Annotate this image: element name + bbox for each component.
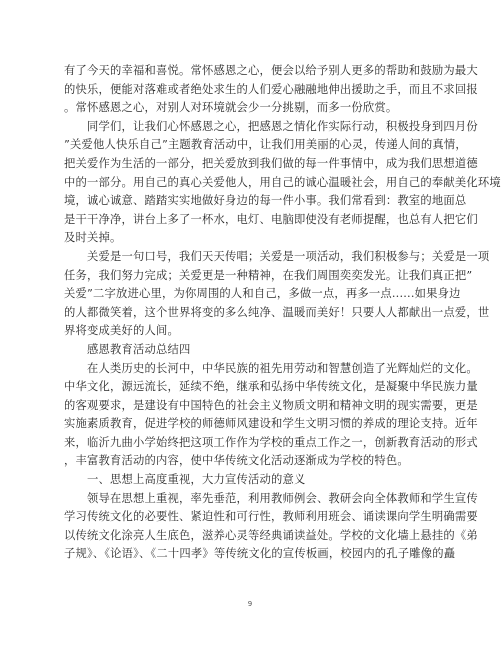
text-line: 界将变成美好的人间。 xyxy=(64,324,179,338)
text-line: 关爱”二字放进心里，为你周围的人和自己，多做一点，再多一点......如果身边 xyxy=(64,287,461,301)
text-line: 任务，我们努力完成；关爱更是一种精神，在我们周围奕奕发光。让我们真正把” xyxy=(64,268,473,282)
paragraph xyxy=(64,360,478,472)
text-line: 感恩教育活动总结四 xyxy=(87,342,191,356)
paragraph xyxy=(64,471,438,490)
page-number: 9 xyxy=(247,600,253,608)
text-line: 在人类历史的长河中，中华民族的祖先用劳动和智慧创造了光辉灿烂的文化。 xyxy=(87,361,478,375)
paragraph xyxy=(64,490,478,564)
text-line: 及时关掉。 xyxy=(64,231,122,245)
paragraph xyxy=(64,341,438,360)
text-line: 中华文化，源远流长，延续不绝，继承和弘扬中华传统文化，是凝聚中华民族力量 xyxy=(64,380,478,394)
text-line: ，丰富教育活动的内容，使中华传统文化活动逐渐成为学校的特色。 xyxy=(64,454,409,468)
text-line: 实施素质教育，促进学校的师德师风建设和学生文明习惯的养成的理论支持。近年 xyxy=(64,417,478,431)
text-line: 以传统文化涂亮人生底色，滋养心灵等经典诵读益处。学校的文化墙上悬挂的《弟 xyxy=(64,528,478,542)
paragraph xyxy=(64,62,478,118)
text-line: 是干干净净，讲台上多了一杯水，电灯、电脑即使没有老师提醒，也总有人把它们 xyxy=(64,212,478,226)
document-body xyxy=(64,62,501,564)
text-line: 境，诚心诚意、踏踏实实地做好身边的每一件小事。我们常看到：教室的地面总 xyxy=(64,194,467,208)
text-line: 子规》、《论语》、《二十四孝》等传统文化的宣传板画，校园内的孔子雕像的矗 xyxy=(64,547,456,561)
text-line: 领导在思想上重视，率先垂范，利用教师例会、教研会向全体教师和学生宣传 xyxy=(87,491,478,505)
text-line: 的快乐，便能对落难或者绝处求生的人们爱心融融地伸出援助之手，而且不求回报 xyxy=(64,82,478,96)
text-line: 中的一部分。用自己的真心关爱他人，用自己的诚心温暖社会，用自己的奉献美化环境 xyxy=(64,175,501,189)
paragraph xyxy=(64,248,490,341)
text-line: 。常怀感恩之心，对别人对环境就会少一分挑剔，而多一份欣赏。 xyxy=(64,101,398,115)
text-line: 把关爱作为生活的一部分，把关爱放到我们做的每一件事情中，成为我们思想道德 xyxy=(64,156,478,170)
paragraph xyxy=(64,118,501,248)
text-line: ”关爱他人快乐自己”主题教育活动中，让我们用美丽的心灵，传递人间的真情， xyxy=(64,138,467,152)
text-line: 的人都微笑着，这个世界将变的多么纯净、温暖而美好！只要人人都献出一点爱，世 xyxy=(64,305,490,319)
text-line: 学习传统文化的必要性、紧迫性和可行性，教师利用班会、诵读课向学生明确需要 xyxy=(64,510,478,524)
text-line: 一、思想上高度重视，大力宣传活动的意义 xyxy=(87,473,306,487)
text-line: 来，临沂九曲小学始终把这项工作作为学校的重点工作之一，创新教育活动的形式 xyxy=(64,435,478,449)
text-line: 关爱是一句口号，我们天天传唱；关爱是一项活动，我们积极参与；关爱是一项 xyxy=(87,249,490,263)
text-line: 有了今天的幸福和喜悦。常怀感恩之心，便会以给予别人更多的帮助和鼓励为最大 xyxy=(64,64,478,77)
text-line: 同学们，让我们心怀感恩之心，把感恩之情化作实际行动，积极投身到四月份 xyxy=(87,119,478,133)
text-line: 的客观要求，是建设有中国特色的社会主义物质文明和精神文明的现实需要，更是 xyxy=(64,398,478,412)
